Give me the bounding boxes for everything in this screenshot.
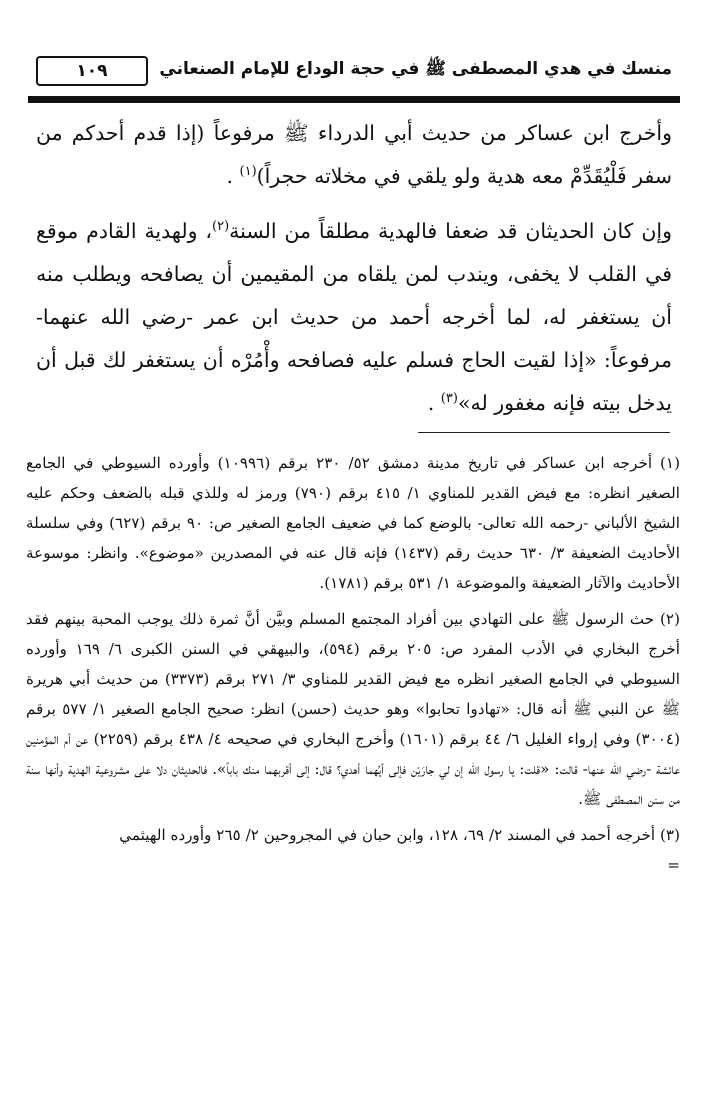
body-paragraph <box>36 112 672 198</box>
header-rule <box>28 96 680 103</box>
footnote-ref: (١) <box>239 164 257 180</box>
paragraph-text: وإن كان الحديثان قد ضعفا فالهدية مطلقاً من السنة <box>229 219 672 243</box>
paragraph-text: ، ولهدية القادم موقع في القلب لا يخفى، ويندب لمن يلقاه من المقيمين أن يصافحه ويطلب منه أن يستغفر له، لما أخرجه أحمد من حديث ابن عمر -رضي الله عنهما- مرفوعاً: «إذا لقيت الحاج فسلم عليه فصافحه وأْمُرْه أن يستغفر لك قبل أن يدخل بيته فإنه مغفور له» <box>36 219 672 415</box>
continuation-mark: = <box>667 856 680 874</box>
paragraph-end: . <box>226 164 240 188</box>
page-number: ١٠٩ <box>36 56 148 86</box>
footnote-ref: (٢) <box>212 219 230 235</box>
running-title: منسك في هدي المصطفى ﷺ في حجة الوداع للإمام الصنعاني <box>159 59 672 79</box>
footnote: (١) أخرجه ابن عساكر في تاريخ مدينة دمشق ٥٢/ ٢٣٠ برقم (١٠٩٩٦) وأورده السيوطي في الجامع الصغير انظره: مع فيض القدير للمناوي ١/ ٤١٥ برقم (٧٩٠) ورمز له وللذي قبله بالضعف وحكم عليه الشيخ الألباني -رحمه الله تعالى- بالوضع كما في ضعيف الجامع الصغير ص: ٩٠ برقم (٦٢٧) وفي سلسلة الأحاديث الضعيفة ٣/ ٦٣٠ حديث رقم (١٤٣٧) فإنه قال عنه في المصدرين «موضوع». وانظر: موسوعة الأحاديث والآثار الضعيفة والموضوعة ١/ ٥٣١ برقم (١٧٨١). <box>26 454 681 592</box>
footnote-separator <box>418 432 670 433</box>
footnote <box>26 820 680 880</box>
body-paragraph <box>36 210 672 425</box>
footnotes <box>26 448 680 880</box>
main-text <box>36 112 672 425</box>
footnote: (٢) حث الرسول ﷺ على التهادي بين أفراد المجتمع المسلم وبيَّن أنَّ ثمرة ذلك يوجب المحبة بينهم فقد أخرج البخاري في الأدب المفرد ص: ٢٠٥ برقم (٥٩٤)، والبيهقي في السنن الكبرى ٦/ ١٦٩ وأورده السيوطي في الجامع الصغير انظره مع فيض القدير للمناوي ٣/ ٢٧١ برقم (٣٣٧٣) من حديث أبي هريرة ﷺ عن النبي ﷺ أنه قال: «تهادوا تحابوا» وهو حديث (حسن) انظر: صحيح الجامع الصغير ١/ ٥٧٧ برقم (٣٠٠٤) وفي إرواء الغليل ٦/ ٤٤ برقم (١٦٠١) وأخرج البخاري في صحيحه ٤/ ٤٣٨ برقم (٢٢٥٩) عن أم المؤمنين عائشة -رضي الله عنها- قالت: «قلت: يا رسول الله إن لي جارَيْن فإلى أيِّهما أهدي؟ قال: إلى أقربهما منك باباً». فالحديثان دلا على مشروعية الهدية وأنها سنة من سنن المصطفى ﷺ. <box>26 610 681 808</box>
paragraph-text: وأخرج ابن عساكر من حديث أبي الدرداء ﷺ مرفوعاً (إذا قدم أحدكم من سفر فَلْيُقَدِّمْ معه هدية ولو يلقي في مخلاته حجراً) <box>36 121 672 188</box>
footnote-ref: (٣) <box>440 391 458 407</box>
page-header <box>28 52 678 96</box>
paragraph-end: . <box>427 391 441 415</box>
footnote-text: (٣) أخرجه أحمد في المسند ٢/ ٦٩، ١٢٨، وابن حبان في المجروحين ٢/ ٢٦٥ وأورده الهيثمي <box>119 826 680 844</box>
